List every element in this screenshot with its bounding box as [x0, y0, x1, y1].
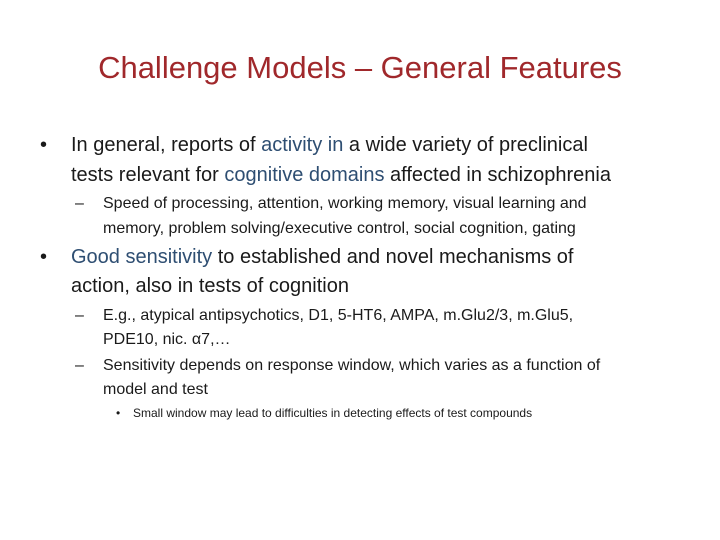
sub-bullet-2-2-line-1: Sensitivity depends on response window, which varies as a function of	[103, 357, 601, 374]
slide-title: Challenge Models – General Features	[98, 50, 622, 85]
sub-sub-bullet-2-2-1-line-1: Small window may lead to difficulties in detecting effects of test compounds	[133, 406, 533, 420]
sub-bullet-marker: –	[75, 195, 84, 212]
sub-bullet-1-1-line-1: Speed of processing, attention, working memory, visual learning and	[103, 195, 587, 212]
bullet-2-text: to established and novel mechanisms of	[212, 246, 574, 268]
bullet-2-line-2: action, also in tests of cognition	[71, 275, 349, 297]
sub-bullet-marker: –	[75, 307, 84, 324]
bullet-1-text: tests relevant for	[71, 164, 225, 186]
highlight-cognitive-domains: cognitive domains	[224, 164, 385, 186]
bullet-2-line-1	[71, 244, 574, 270]
bullet-1-line-2	[71, 162, 611, 188]
highlight-good-sensitivity: Good sensitivity	[71, 246, 213, 268]
sub-bullet-2-1-line-1: E.g., atypical antipsychotics, D1, 5-HT6, AMPA, m.Glu2/3, m.Glu5,	[103, 307, 574, 324]
bullet-1-text: affected in schizophrenia	[384, 164, 611, 186]
sub-bullet-2-2-line-2: model and test	[103, 381, 208, 398]
highlight-activity-in: activity in	[261, 134, 344, 156]
bullet-marker: •	[40, 246, 48, 268]
sub-bullet-2-1-line-2: PDE10, nic. α7,…	[103, 331, 231, 348]
bullet-1-text: a wide variety of preclinical	[343, 134, 588, 156]
sub-bullet-1-1-line-2: memory, problem solving/executive control, social cognition, gating	[103, 220, 576, 237]
bullet-1-text: In general, reports of	[71, 134, 262, 156]
sub-bullet-marker: –	[75, 357, 84, 374]
bullet-marker: •	[40, 134, 48, 156]
sub-sub-bullet-marker: •	[116, 406, 121, 420]
bullet-1-line-1	[71, 132, 588, 158]
